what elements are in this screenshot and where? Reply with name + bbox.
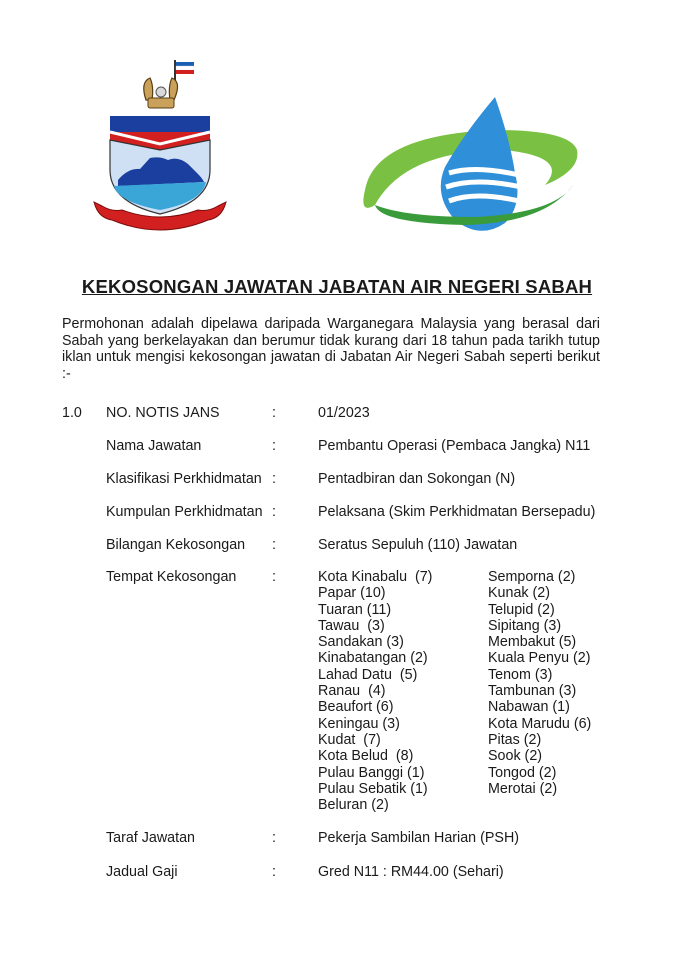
place-item: Kudat (7) xyxy=(318,731,381,748)
page-title: KEKOSONGAN JAWATAN JABATAN AIR NEGERI SABAH xyxy=(81,276,593,297)
field-value-klasifikasi: Pentadbiran dan Sokongan (N) xyxy=(318,471,516,487)
place-item: Tambunan (3) xyxy=(488,683,577,700)
place-item: Merotai (2) xyxy=(488,780,558,797)
place-item: Papar (10) xyxy=(318,585,386,602)
field-value-nama-jawatan: Pembantu Operasi (Pembaca Jangka) N11 xyxy=(318,438,591,454)
section-number: 1.0 xyxy=(62,405,82,421)
place-item: Kuala Penyu (2) xyxy=(488,650,591,667)
place-item: Keningau (3) xyxy=(318,715,400,732)
field-value-kumpulan: Pelaksana (Skim Perkhidmatan Bersepadu) xyxy=(318,504,596,520)
place-item: Telupid (2) xyxy=(488,601,555,618)
place-item: Sook (2) xyxy=(488,748,543,765)
place-item: Nabawan (1) xyxy=(488,699,570,716)
place-item: Kota Marudu (6) xyxy=(488,715,592,732)
place-item: Lahad Datu (5) xyxy=(318,666,418,683)
place-item: Kinabatangan (2) xyxy=(318,650,428,667)
place-item: Kota Kinabalu (7) xyxy=(318,569,433,585)
place-item: Sandakan (3) xyxy=(318,634,404,651)
place-item: Kota Belud (8) xyxy=(318,748,414,765)
place-item: Tongod (2) xyxy=(488,764,557,781)
field-label-bilangan: Bilangan Kekosongan xyxy=(106,537,246,553)
field-label-taraf: Taraf Jawatan xyxy=(106,830,196,846)
field-colon: : xyxy=(272,830,276,846)
field-colon: : xyxy=(272,438,276,454)
place-item: Tuaran (11) xyxy=(318,601,392,618)
place-item: Semporna (2) xyxy=(488,569,576,585)
field-value-bilangan: Seratus Sepuluh (110) Jawatan xyxy=(318,537,518,553)
intro-paragraph: Permohonan adalah dipelawa daripada Warganegara Malaysia yang berasal dari Sabah yang berkelayakan dan berumur tidak kurang dari 18 tahun pada tarikh tutup iklan untuk mengisi kekosongan jawatan di Jabatan Air Negeri Sabah seperti berikut :- xyxy=(62,316,600,382)
place-item: Pitas (2) xyxy=(488,731,542,748)
field-label-kumpulan: Kumpulan Perkhidmatan xyxy=(106,504,263,520)
field-value-notis: 01/2023 xyxy=(318,405,370,421)
place-item: Tenom (3) xyxy=(488,666,553,683)
field-label-notis: NO. NOTIS JANS xyxy=(106,405,220,421)
place-item: Beluran (2) xyxy=(318,797,389,814)
field-value-taraf: Pekerja Sambilan Harian (PSH) xyxy=(318,830,520,846)
sabah-coat-of-arms-logo xyxy=(88,52,228,242)
field-label-klasifikasi: Klasifikasi Perkhidmatan xyxy=(106,471,262,487)
place-item: Ranau (4) xyxy=(318,683,386,700)
place-item: Beaufort (6) xyxy=(318,699,394,716)
place-item: Tawau (3) xyxy=(318,617,385,634)
field-label-jadual-gaji: Jadual Gaji xyxy=(106,864,178,880)
field-colon: : xyxy=(272,537,276,553)
field-colon: : xyxy=(272,405,276,421)
field-label-nama-jawatan: Nama Jawatan xyxy=(106,438,202,454)
water-drop-logo xyxy=(345,95,585,235)
field-colon: : xyxy=(272,504,276,520)
place-item: Kunak (2) xyxy=(488,585,550,602)
place-item: Membakut (5) xyxy=(488,634,577,651)
field-colon: : xyxy=(272,471,276,487)
field-colon: : xyxy=(272,569,276,585)
places-column-1 xyxy=(318,569,432,813)
field-value-jadual-gaji: Gred N11 : RM44.00 (Sehari) xyxy=(318,864,504,880)
place-item: Pulau Banggi (1) xyxy=(318,764,425,781)
field-label-tempat: Tempat Kekosongan xyxy=(106,569,237,585)
field-colon: : xyxy=(272,864,276,880)
places-column-2 xyxy=(488,569,591,797)
place-item: Sipitang (3) xyxy=(488,617,562,634)
place-item: Pulau Sebatik (1) xyxy=(318,780,428,797)
